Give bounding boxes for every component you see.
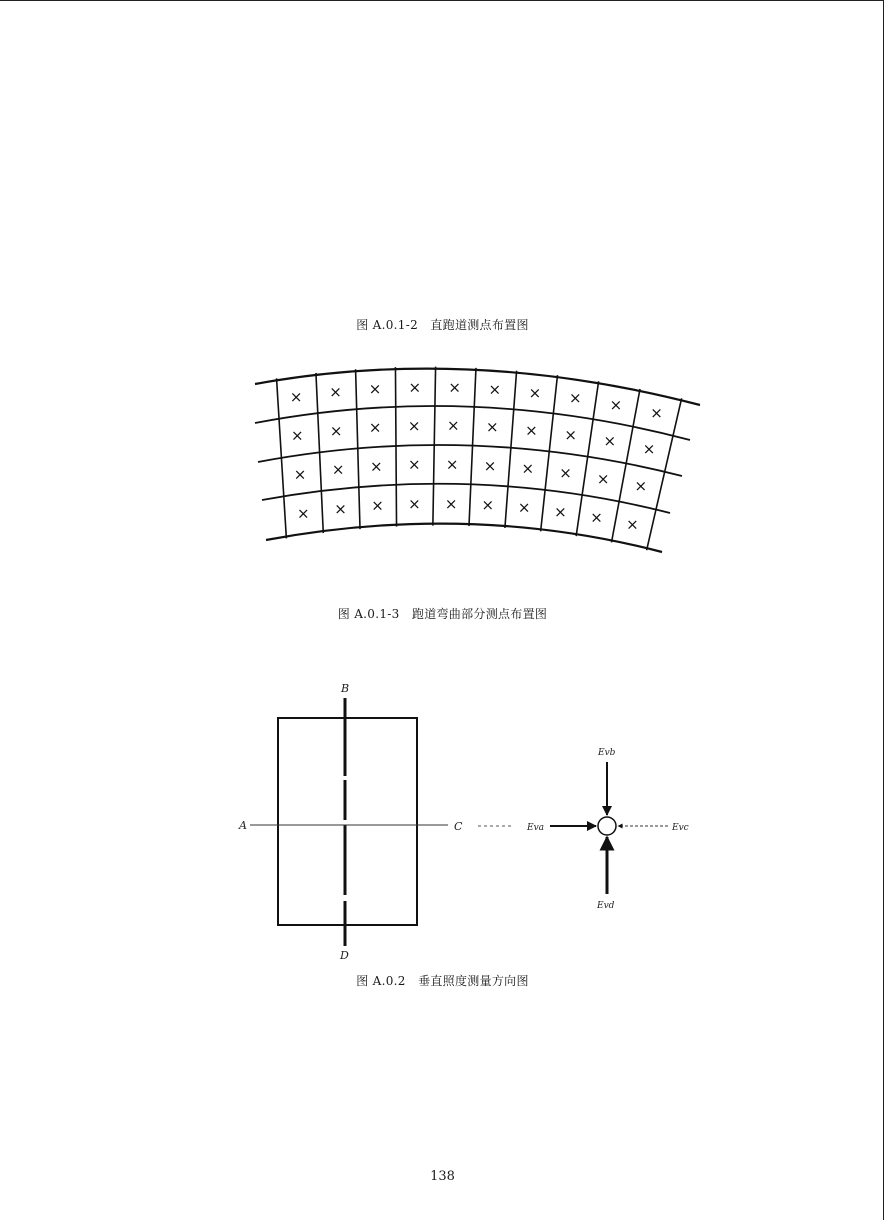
measurement-point-circle: [598, 817, 616, 835]
measurement-point-marker: ×: [569, 389, 582, 408]
measurement-area-rect: [278, 718, 417, 925]
measurement-point-marker: ×: [488, 380, 502, 399]
measurement-point-marker: ×: [521, 459, 535, 478]
measurement-point-marker: ×: [407, 416, 421, 435]
measurement-point-marker: ×: [368, 418, 382, 437]
figure-number: 图 A.0.1-3: [337, 607, 400, 621]
measurement-point-marker: ×: [596, 469, 610, 488]
measurement-point-marker: ×: [525, 421, 538, 440]
measurement-point-marker: ×: [408, 495, 421, 514]
measurement-point-marker: ×: [483, 456, 497, 475]
measurement-point-marker: ×: [486, 418, 499, 437]
measurement-point-marker: ×: [448, 378, 461, 397]
measurement-point-marker: ×: [554, 502, 567, 521]
measurement-point-marker: ×: [408, 378, 422, 397]
measurement-point-marker: ×: [528, 383, 542, 402]
measurement-point-marker: ×: [564, 425, 577, 444]
measurement-point-marker: ×: [517, 498, 531, 517]
measurement-point-marker: ×: [296, 504, 310, 523]
measurement-point-marker: ×: [609, 395, 623, 414]
measurement-point-marker: ×: [559, 463, 572, 482]
figure-title: 直跑道测点布置图: [430, 318, 529, 332]
axis-label-top: B: [341, 682, 350, 695]
figure-number: 图 A.0.2: [356, 974, 406, 988]
direction-label-right: Evc: [672, 823, 689, 833]
measurement-point-marker: ×: [603, 432, 617, 451]
axis-label-left: A: [239, 819, 247, 832]
measurement-point-marker: ×: [289, 387, 303, 406]
measurement-point-marker: ×: [331, 460, 345, 479]
figure-title: 垂直照度测量方向图: [418, 974, 529, 988]
measurement-point-marker: ×: [407, 455, 421, 474]
direction-label-left: Eva: [527, 823, 545, 833]
page-number: 138: [430, 1169, 455, 1184]
figure-caption-vertical-direction: [0, 972, 885, 989]
measurement-point-marker: ×: [329, 383, 342, 402]
figure-number: 图 A.0.1-2: [356, 318, 419, 332]
measurement-point-marker: ×: [626, 515, 639, 534]
measurement-point-marker: ×: [445, 455, 459, 474]
measurement-point-marker: ×: [642, 440, 656, 459]
measurement-point-marker: ×: [293, 465, 307, 484]
direction-label-top: Evb: [598, 748, 616, 758]
measurement-point-marker: ×: [334, 499, 347, 518]
measurement-point-marker: ×: [371, 496, 384, 515]
axis-label-right: C: [454, 820, 463, 833]
measurement-point-marker: ×: [368, 379, 382, 398]
measurement-point-marker: ×: [444, 494, 458, 513]
direction-label-bottom: Evd: [597, 901, 615, 911]
figure-title: 跑道弯曲部分测点布置图: [411, 607, 548, 621]
axis-label-bottom: D: [340, 949, 349, 962]
measurement-point-marker: ×: [446, 416, 460, 435]
measurement-point-marker: ×: [329, 421, 343, 440]
measurement-point-marker: ×: [634, 477, 648, 496]
measurement-point-marker: ×: [590, 508, 603, 527]
measurement-point-marker: ×: [481, 495, 495, 514]
measurement-point-marker: ×: [650, 404, 663, 423]
measurement-point-marker: ×: [369, 457, 383, 476]
measurement-point-marker: ×: [291, 426, 304, 445]
